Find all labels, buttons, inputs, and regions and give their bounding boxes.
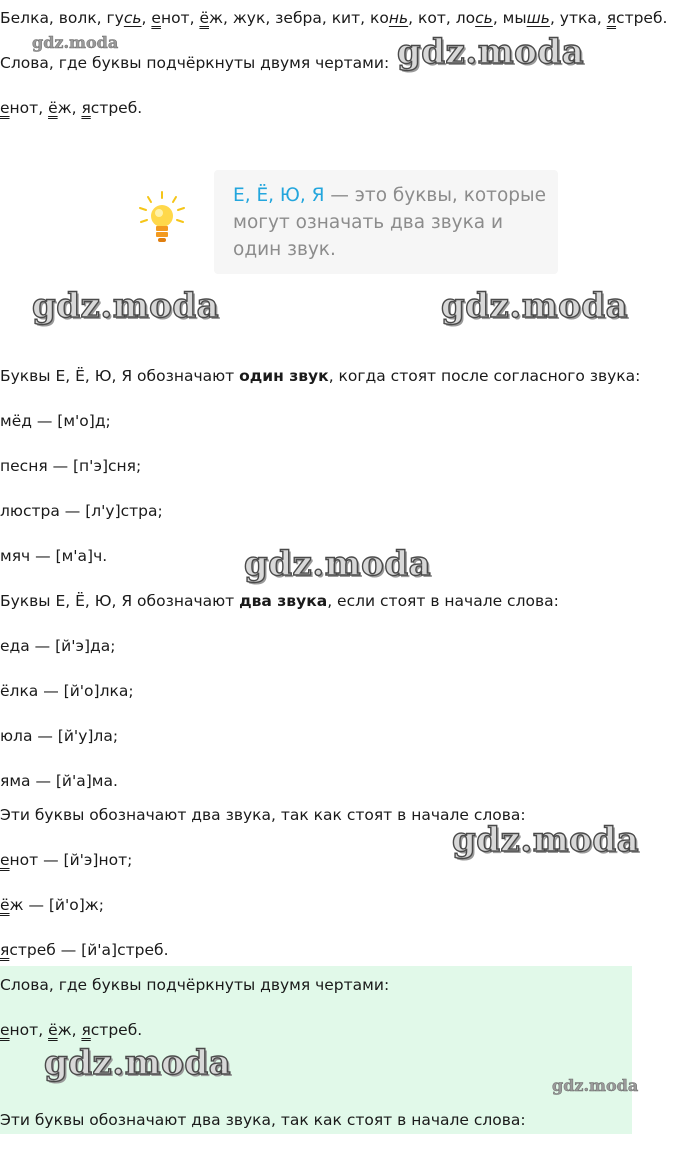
text: ж, bbox=[57, 99, 82, 117]
example-line bbox=[0, 895, 104, 915]
example-line: песня — [п'э]сня; bbox=[0, 457, 142, 475]
watermark: gdz.moda bbox=[552, 1076, 639, 1095]
double-underlined: ё bbox=[48, 1021, 58, 1039]
example-line: мяч — [м'а]ч. bbox=[0, 547, 108, 565]
answer-words bbox=[0, 98, 142, 118]
example-line: яма — [й'а]ма. bbox=[0, 772, 118, 790]
example-line: юла — [й'у]ла; bbox=[0, 727, 119, 745]
text: Буквы Е, Ё, Ю, Я обозначают bbox=[0, 367, 240, 385]
explanation: Эти буквы обозначают два звука, так как стоят в начале слова: bbox=[0, 1111, 526, 1129]
double-underlined: е bbox=[0, 99, 10, 117]
text: , утка, bbox=[549, 9, 607, 27]
example-line: мёд — [м'о]д; bbox=[0, 412, 111, 430]
lightbulb-icon bbox=[136, 190, 188, 250]
text: стреб — [й'а]стреб. bbox=[9, 941, 169, 959]
tip-description: — это буквы, которые могут означать два звука и один звук. bbox=[233, 185, 547, 260]
example-line bbox=[0, 940, 169, 960]
text: стреб. bbox=[90, 99, 143, 117]
single-underlined: сь bbox=[475, 9, 493, 27]
single-underlined: нь bbox=[388, 9, 409, 27]
double-underlined: ё bbox=[199, 9, 209, 27]
tip-letters: Е, Ё, Ю, Я bbox=[233, 185, 325, 206]
watermark: gdz.moda bbox=[32, 33, 119, 52]
bold-text: два звука bbox=[239, 592, 328, 610]
text: ж, bbox=[57, 1021, 82, 1039]
example-line: ёлка — [й'о]лка; bbox=[0, 682, 134, 700]
example-line: люстра — [л'у]стра; bbox=[0, 502, 163, 520]
tip-callout bbox=[214, 170, 558, 274]
watermark: gdz.moda bbox=[244, 544, 432, 584]
double-underlined: е bbox=[151, 9, 161, 27]
rule-two-sounds bbox=[0, 591, 559, 611]
explanation: Эти буквы обозначают два звука, так как стоят в начале слова: bbox=[0, 806, 526, 824]
example-line: еда — [й'э]да; bbox=[0, 637, 116, 655]
single-underlined: шь bbox=[526, 9, 550, 27]
double-underlined: я bbox=[81, 1021, 91, 1039]
text: Белка, волк, гу bbox=[0, 9, 124, 27]
rule-one-sound bbox=[0, 366, 640, 386]
text: нот — [й'э]нот; bbox=[9, 851, 133, 869]
text: , если стоят в начале слова: bbox=[327, 592, 559, 610]
text: Буквы Е, Ё, Ю, Я обозначают bbox=[0, 592, 240, 610]
text: стреб. bbox=[90, 1021, 143, 1039]
text: стреб. bbox=[616, 9, 668, 27]
tip-text bbox=[233, 182, 553, 263]
word-list bbox=[0, 8, 667, 28]
bold-text: один звук bbox=[239, 367, 329, 385]
answer-heading: Слова, где буквы подчёркнуты двумя чертами: bbox=[0, 54, 390, 72]
double-underlined: я bbox=[0, 941, 10, 959]
text: , когда стоят после согласного звука: bbox=[328, 367, 641, 385]
text: нот, bbox=[160, 9, 200, 27]
double-underlined: ё bbox=[48, 99, 58, 117]
text: нот, bbox=[9, 99, 49, 117]
answer-heading: Слова, где буквы подчёркнуты двумя чертами: bbox=[0, 976, 390, 994]
double-underlined: ё bbox=[0, 896, 10, 914]
text: , мы bbox=[492, 9, 527, 27]
double-underlined: е bbox=[0, 1021, 10, 1039]
double-underlined: я bbox=[606, 9, 617, 27]
single-underlined: сь bbox=[123, 9, 142, 27]
double-underlined: е bbox=[0, 851, 10, 869]
text: , bbox=[141, 9, 152, 27]
text: ж — [й'о]ж; bbox=[9, 896, 104, 914]
text: нот, bbox=[9, 1021, 49, 1039]
watermark: gdz.moda bbox=[441, 286, 629, 326]
answer-words bbox=[0, 1020, 142, 1040]
text: , кот, ло bbox=[408, 9, 476, 27]
watermark: gdz.moda bbox=[452, 820, 640, 860]
text: ж, жук, зебра, кит, ко bbox=[209, 9, 389, 27]
watermark: gdz.moda bbox=[44, 1043, 232, 1083]
double-underlined: я bbox=[81, 99, 91, 117]
watermark: gdz.moda bbox=[397, 32, 585, 72]
watermark: gdz.moda bbox=[32, 286, 220, 326]
example-line bbox=[0, 850, 132, 870]
